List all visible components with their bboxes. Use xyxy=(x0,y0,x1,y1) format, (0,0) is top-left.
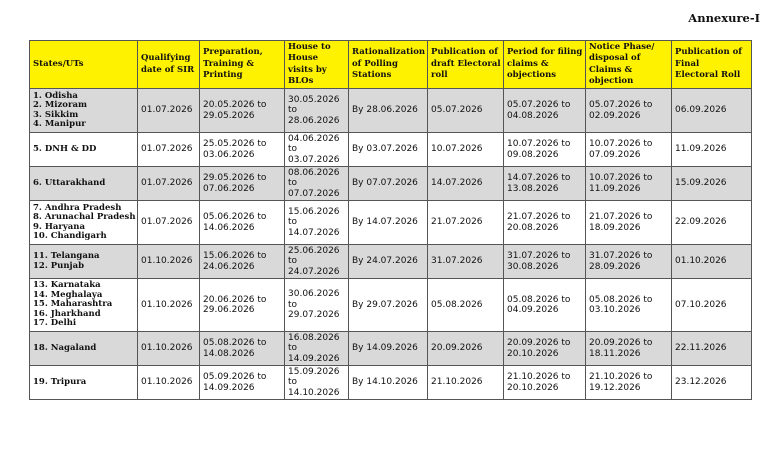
cell-text-line: By 29.07.2026 xyxy=(352,299,418,310)
cell-text-line: 15.06.2026 to xyxy=(203,251,267,261)
cell-text-line: 03.07.2026 xyxy=(288,154,340,165)
cell-text-line: 19.12.2026 xyxy=(589,382,641,393)
final-publication-cell xyxy=(672,167,752,201)
house-visits-cell xyxy=(285,201,349,245)
notice-phase-cell xyxy=(586,366,672,400)
states-cell xyxy=(30,366,138,400)
cell-text-line: to xyxy=(288,178,298,189)
house-visits-cell xyxy=(285,133,349,167)
states-cell xyxy=(30,332,138,366)
notice-phase-cell xyxy=(586,245,672,279)
cell-text-line: 29.06.2026 xyxy=(203,305,255,315)
claims-period-cell xyxy=(504,279,586,332)
cell-text-line: 10.07.2026 to xyxy=(589,173,653,183)
cell-text-line: 9. Haryana xyxy=(33,221,85,232)
cell-text-line: 13. Karnataka xyxy=(33,280,101,291)
cell-text-line: to xyxy=(288,217,298,228)
final-publication-cell xyxy=(672,245,752,279)
header-text-line: Qualifying xyxy=(141,53,191,63)
cell-text-line: 29.07.2026 xyxy=(288,310,340,321)
table-row xyxy=(30,332,752,366)
table-row xyxy=(30,366,752,400)
preparation-cell xyxy=(200,201,285,245)
cell-text-line: 10.07.2026 xyxy=(431,144,483,155)
table-row xyxy=(30,89,752,133)
header-text-line: Printing xyxy=(203,70,243,81)
cell-text-line: 01.07.2026 xyxy=(141,105,193,116)
cell-text-line: 14.06.2026 xyxy=(203,222,255,233)
cell-text-line: 14. Meghalaya xyxy=(33,289,103,300)
cell-text-line: 30.06.2026 xyxy=(288,289,340,300)
cell-text-line: 01.10.2026 xyxy=(141,377,193,388)
table-row xyxy=(30,201,752,245)
qualifying-date-cell xyxy=(138,279,200,332)
cell-text-line: 05.07.2026 xyxy=(431,105,483,116)
claims-period-cell xyxy=(504,201,586,245)
cell-text-line: 01.10.2026 xyxy=(141,343,193,354)
header-text-line: Preparation, xyxy=(203,47,263,58)
cell-text-line: 14.09.2026 xyxy=(288,353,340,364)
cell-text-line: 13.08.2026 xyxy=(507,183,559,194)
header-text-line: objections xyxy=(507,70,557,81)
header-text-line: Final xyxy=(675,58,700,69)
preparation-cell xyxy=(200,245,285,279)
final-publication-cell xyxy=(672,279,752,332)
table-row xyxy=(30,167,752,201)
header-text-line: Publication of xyxy=(431,47,498,58)
header-text-line: date of SIR xyxy=(141,64,195,75)
sir-schedule-table xyxy=(29,40,752,400)
rationalization-cell xyxy=(349,133,428,167)
cell-text-line: 31.07.2026 to xyxy=(589,251,653,261)
table-header-row xyxy=(30,41,752,89)
cell-text-line: 5. DNH & DD xyxy=(33,143,97,154)
header-text-line: Rationalization xyxy=(352,47,426,58)
cell-text-line: 20.09.2026 to xyxy=(507,338,571,348)
cell-text-line: 14.08.2026 xyxy=(203,348,255,359)
preparation-cell xyxy=(200,279,285,332)
header-text-line: of Polling xyxy=(352,58,398,69)
header-text-line: objection xyxy=(589,76,634,86)
cell-text-line: 11.09.2026 xyxy=(675,144,727,155)
cell-text-line: to xyxy=(288,343,298,354)
cell-text-line: 7. Andhra Pradesh xyxy=(33,202,122,213)
rationalization-cell xyxy=(349,279,428,332)
cell-text-line: 19. Tripura xyxy=(33,376,87,387)
header-text-line: House xyxy=(288,53,319,63)
qualifying-date-cell xyxy=(138,89,200,133)
draft-publication-cell xyxy=(428,133,504,167)
cell-text-line: 10. Chandigarh xyxy=(33,231,107,241)
header-text-line: draft Electoral xyxy=(431,58,501,69)
cell-text-line: 28.06.2026 xyxy=(288,115,340,126)
cell-text-line: 01.10.2026 xyxy=(141,299,193,310)
cell-text-line: 05.08.2026 to xyxy=(589,294,653,305)
header-claims-period xyxy=(504,41,586,89)
cell-text-line: 05.08.2026 to xyxy=(203,338,267,348)
states-cell xyxy=(30,133,138,167)
header-text-line: roll xyxy=(431,70,448,81)
cell-text-line: 20.10.2026 xyxy=(507,382,559,393)
cell-text-line: 6. Uttarakhand xyxy=(33,177,106,188)
cell-text-line: 15.06.2026 xyxy=(288,206,340,217)
header-qualifying-date xyxy=(138,41,200,89)
cell-text-line: 31.07.2026 to xyxy=(507,251,571,261)
claims-period-cell xyxy=(504,89,586,133)
header-text-line: visits by xyxy=(288,64,327,75)
cell-text-line: 30.08.2026 xyxy=(507,261,559,272)
rationalization-cell xyxy=(349,167,428,201)
cell-text-line: 01.10.2026 xyxy=(675,256,727,267)
cell-text-line: 15.09.2026 xyxy=(675,178,727,189)
cell-text-line: 2. Mizoram xyxy=(33,100,87,110)
annexure-title: Annexure-I xyxy=(688,11,760,25)
rationalization-cell xyxy=(349,366,428,400)
header-text-line: Publication of xyxy=(675,47,742,58)
qualifying-date-cell xyxy=(138,332,200,366)
table-body xyxy=(30,89,752,400)
cell-text-line: 11. Telangana xyxy=(33,251,100,261)
cell-text-line: 3. Sikkim xyxy=(33,109,79,120)
states-cell xyxy=(30,279,138,332)
cell-text-line: 18. Nagaland xyxy=(33,342,97,353)
header-text-line: Electoral Roll xyxy=(675,70,741,81)
cell-text-line: 20.05.2026 to xyxy=(203,100,267,110)
cell-text-line: 14.10.2026 xyxy=(288,387,340,398)
notice-phase-cell xyxy=(586,89,672,133)
header-house-visits xyxy=(285,41,349,89)
cell-text-line: 20.09.2026 to xyxy=(589,338,653,348)
header-text-line: Training & xyxy=(203,58,255,69)
preparation-cell xyxy=(200,133,285,167)
house-visits-cell xyxy=(285,279,349,332)
claims-period-cell xyxy=(504,133,586,167)
cell-text-line: By 24.07.2026 xyxy=(352,256,418,267)
cell-text-line: 22.09.2026 xyxy=(675,217,727,228)
cell-text-line: 07.07.2026 xyxy=(288,188,340,199)
cell-text-line: 20.09.2026 xyxy=(431,343,483,354)
preparation-cell xyxy=(200,89,285,133)
cell-text-line: By 07.07.2026 xyxy=(352,178,418,189)
preparation-cell xyxy=(200,332,285,366)
preparation-cell xyxy=(200,167,285,201)
cell-text-line: By 28.06.2026 xyxy=(352,105,418,116)
cell-text-line: 09.08.2026 xyxy=(507,149,559,160)
cell-text-line: 21.10.2026 to xyxy=(507,372,571,382)
cell-text-line: to xyxy=(288,256,298,267)
draft-publication-cell xyxy=(428,366,504,400)
cell-text-line: 25.06.2026 xyxy=(288,245,340,256)
draft-publication-cell xyxy=(428,332,504,366)
cell-text-line: 20.10.2026 xyxy=(507,348,559,359)
header-notice-phase xyxy=(586,41,672,89)
cell-text-line: 05.06.2026 to xyxy=(203,212,267,222)
cell-text-line: 24.07.2026 xyxy=(288,266,340,277)
cell-text-line: 21.07.2026 xyxy=(431,217,483,228)
header-preparation xyxy=(200,41,285,89)
rationalization-cell xyxy=(349,89,428,133)
cell-text-line: 06.09.2026 xyxy=(675,105,727,116)
cell-text-line: 12. Punjab xyxy=(33,260,85,271)
cell-text-line: 03.06.2026 xyxy=(203,149,255,160)
cell-text-line: 14.09.2026 xyxy=(203,382,255,393)
table-row xyxy=(30,245,752,279)
cell-text-line: 05.08.2026 to xyxy=(507,294,571,305)
states-cell xyxy=(30,201,138,245)
cell-text-line: 04.09.2026 xyxy=(507,305,559,315)
claims-period-cell xyxy=(504,245,586,279)
qualifying-date-cell xyxy=(138,133,200,167)
claims-period-cell xyxy=(504,167,586,201)
header-text-line: Notice Phase/ xyxy=(589,41,655,52)
cell-text-line: By 14.07.2026 xyxy=(352,217,418,228)
header-text-line: claims & xyxy=(507,58,549,69)
cell-text-line: 14.07.2026 xyxy=(288,227,340,238)
cell-text-line: 25.05.2026 to xyxy=(203,139,267,149)
states-cell xyxy=(30,167,138,201)
claims-period-cell xyxy=(504,366,586,400)
final-publication-cell xyxy=(672,332,752,366)
header-states-uts xyxy=(30,41,138,89)
cell-text-line: 01.10.2026 xyxy=(141,256,193,267)
header-text-line: Stations xyxy=(352,70,392,81)
draft-publication-cell xyxy=(428,167,504,201)
cell-text-line: 18.09.2026 xyxy=(589,222,641,233)
states-cell xyxy=(30,245,138,279)
header-text-line: States/UTs xyxy=(33,58,84,69)
final-publication-cell xyxy=(672,366,752,400)
header-text-line: Period for filing xyxy=(507,47,583,58)
draft-publication-cell xyxy=(428,245,504,279)
preparation-cell xyxy=(200,366,285,400)
cell-text-line: 10.07.2026 to xyxy=(589,139,653,149)
cell-text-line: 21.07.2026 to xyxy=(589,212,653,222)
cell-text-line: 29.05.2026 to xyxy=(203,173,267,183)
cell-text-line: 05.07.2026 to xyxy=(589,100,653,110)
cell-text-line: 4. Manipur xyxy=(33,119,86,129)
cell-text-line: 15. Maharashtra xyxy=(33,299,113,310)
cell-text-line: 1. Odisha xyxy=(33,90,78,101)
cell-text-line: 07.06.2026 xyxy=(203,183,255,194)
rationalization-cell xyxy=(349,201,428,245)
cell-text-line: 14.07.2026 xyxy=(431,178,483,189)
cell-text-line: By 14.09.2026 xyxy=(352,343,418,354)
header-text-line: House to xyxy=(288,41,331,52)
draft-publication-cell xyxy=(428,89,504,133)
cell-text-line: 16. Jharkhand xyxy=(33,308,101,319)
cell-text-line: 21.07.2026 to xyxy=(507,212,571,222)
header-text-line: disposal of xyxy=(589,53,641,63)
cell-text-line: 05.08.2026 xyxy=(431,299,483,310)
cell-text-line: 31.07.2026 xyxy=(431,256,483,267)
cell-text-line: to xyxy=(288,377,298,388)
cell-text-line: 30.05.2026 xyxy=(288,94,340,105)
cell-text-line: 03.10.2026 xyxy=(589,305,641,315)
draft-publication-cell xyxy=(428,279,504,332)
cell-text-line: By 14.10.2026 xyxy=(352,377,418,388)
qualifying-date-cell xyxy=(138,201,200,245)
header-final-publication xyxy=(672,41,752,89)
house-visits-cell xyxy=(285,167,349,201)
cell-text-line: 18.11.2026 xyxy=(589,348,641,359)
table-row xyxy=(30,279,752,332)
cell-text-line: 29.05.2026 xyxy=(203,110,255,121)
cell-text-line: 01.07.2026 xyxy=(141,144,193,155)
draft-publication-cell xyxy=(428,201,504,245)
cell-text-line: 15.09.2026 xyxy=(288,366,340,377)
cell-text-line: to xyxy=(288,105,298,116)
cell-text-line: 10.07.2026 to xyxy=(507,139,571,149)
cell-text-line: 07.10.2026 xyxy=(675,299,727,310)
notice-phase-cell xyxy=(586,167,672,201)
claims-period-cell xyxy=(504,332,586,366)
cell-text-line: 20.08.2026 xyxy=(507,222,559,233)
cell-text-line: 14.07.2026 to xyxy=(507,173,571,183)
house-visits-cell xyxy=(285,89,349,133)
cell-text-line: 20.06.2026 to xyxy=(203,294,267,305)
table-row xyxy=(30,133,752,167)
cell-text-line: 05.07.2026 to xyxy=(507,100,571,110)
header-text-line: BLOs xyxy=(288,76,314,86)
notice-phase-cell xyxy=(586,332,672,366)
cell-text-line: 17. Delhi xyxy=(33,318,77,329)
final-publication-cell xyxy=(672,133,752,167)
cell-text-line: to xyxy=(288,144,298,155)
cell-text-line: to xyxy=(288,299,298,310)
final-publication-cell xyxy=(672,89,752,133)
cell-text-line: 05.09.2026 to xyxy=(203,372,267,382)
house-visits-cell xyxy=(285,245,349,279)
cell-text-line: 04.06.2026 xyxy=(288,133,340,144)
cell-text-line: By 03.07.2026 xyxy=(352,144,418,155)
cell-text-line: 21.10.2026 to xyxy=(589,372,653,382)
cell-text-line: 23.12.2026 xyxy=(675,377,727,388)
cell-text-line: 04.08.2026 xyxy=(507,110,559,121)
cell-text-line: 24.06.2026 xyxy=(203,261,255,272)
cell-text-line: 02.09.2026 xyxy=(589,110,641,121)
cell-text-line: 01.07.2026 xyxy=(141,217,193,228)
qualifying-date-cell xyxy=(138,167,200,201)
house-visits-cell xyxy=(285,366,349,400)
states-cell xyxy=(30,89,138,133)
header-draft-publication xyxy=(428,41,504,89)
cell-text-line: 11.09.2026 xyxy=(589,183,641,194)
cell-text-line: 21.10.2026 xyxy=(431,377,483,388)
cell-text-line: 08.06.2026 xyxy=(288,167,340,178)
final-publication-cell xyxy=(672,201,752,245)
cell-text-line: 28.09.2026 xyxy=(589,261,641,272)
header-text-line: Claims & xyxy=(589,64,633,75)
cell-text-line: 8. Arunachal Pradesh xyxy=(33,212,136,222)
rationalization-cell xyxy=(349,245,428,279)
notice-phase-cell xyxy=(586,279,672,332)
notice-phase-cell xyxy=(586,133,672,167)
notice-phase-cell xyxy=(586,201,672,245)
qualifying-date-cell xyxy=(138,245,200,279)
cell-text-line: 22.11.2026 xyxy=(675,343,727,354)
qualifying-date-cell xyxy=(138,366,200,400)
rationalization-cell xyxy=(349,332,428,366)
cell-text-line: 16.08.2026 xyxy=(288,332,340,343)
header-rationalization xyxy=(349,41,428,89)
cell-text-line: 01.07.2026 xyxy=(141,178,193,189)
cell-text-line: 07.09.2026 xyxy=(589,149,641,160)
house-visits-cell xyxy=(285,332,349,366)
